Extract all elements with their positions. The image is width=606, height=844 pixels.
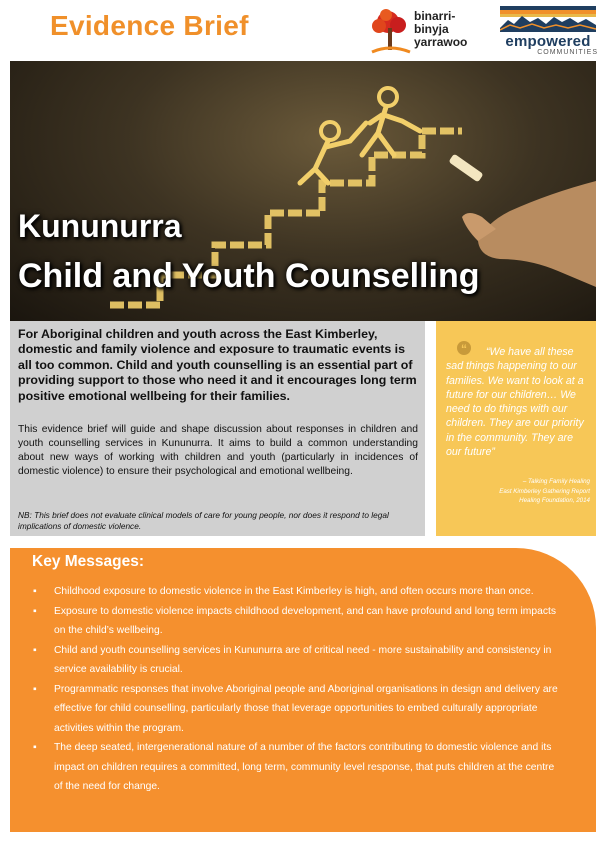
logo-line-1: binarri-: [414, 9, 456, 23]
list-item-text: The deep seated, intergenerational nature of a number of the factors contributing to domestic violence and its impact on children requires a committed, long term, community level response, that puts children at the centre of the need for change.: [54, 742, 555, 792]
landscape-icon: [500, 6, 596, 32]
list-item: [33, 641, 564, 680]
list-item-text: Programmatic responses that involve Aboriginal people and Aboriginal organisations in design and delivery are effective for child counselling, particularly those that leverage opportunities to embed culturally appropriate activities within the program.: [54, 683, 558, 734]
hero-banner: [10, 61, 596, 321]
cite-line-2: East Kimberley Gathering Report: [499, 487, 590, 495]
key-messages-heading: Key Messages:: [32, 553, 145, 570]
hero-title-line-1: Kununurra: [18, 208, 182, 244]
quote-icon: “: [457, 341, 471, 355]
hero-title-line-2: Child and Youth Counselling: [18, 257, 480, 295]
quote-text: “We have all these sad things happening to our families. We want to look at a future for our children… We need to do things with our children. They are our priority in the community. They are our future”: [446, 346, 584, 459]
intro-panel: [10, 321, 425, 536]
header: [0, 0, 606, 60]
brief-title: Evidence Brief: [50, 10, 249, 41]
intro-lead: For Aboriginal children and youth across the East Kimberley, domestic and family violence and exposure to traumatic events is all too common. Child and youth counselling is an essential part of providing support to those who need it and it encourages long term positive emotional wellbeing for their families.: [18, 327, 417, 403]
logo-line-3: yarrawoo: [414, 35, 468, 49]
bullet-icon: ▪: [33, 644, 37, 656]
cite-line-3: Healing Foundation, 2014: [519, 497, 590, 504]
bullet-icon: ▪: [33, 605, 37, 617]
key-messages-list: [10, 582, 564, 797]
logo-name: empowered: [505, 33, 591, 50]
tree-icon: [368, 8, 412, 56]
list-item: [33, 602, 564, 641]
bullet-icon: ▪: [33, 742, 37, 753]
list-item: [33, 680, 564, 739]
cite-line-1: – Talking Family Healing: [522, 478, 590, 485]
intro-note: NB: This brief does not evaluate clinical models of care for young people, nor does it respond to legal implications of domestic violence.: [18, 510, 389, 531]
empowered-communities-logo: [496, 6, 600, 58]
binarri-binyja-yarrawoo-logo: [368, 6, 478, 58]
bullet-icon: ▪: [33, 683, 37, 695]
list-item-text: Childhood exposure to domestic violence in the East Kimberley is high, and often occurs more than once.: [54, 586, 534, 597]
bullet-icon: ▪: [33, 586, 37, 597]
quote-citation: [436, 477, 590, 506]
list-item-text: Exposure to domestic violence impacts childhood development, and can have profound and long term impacts on the child’s wellbeing.: [54, 605, 556, 636]
list-item-text: Child and youth counselling services in Kununurra are of critical need - more sustainability and consistency in service availability is crucial.: [54, 644, 552, 675]
logo-line-2: binyja: [414, 22, 449, 36]
logo-sub: COMMUNITIES: [537, 49, 598, 56]
list-item: [33, 738, 564, 797]
intro-body: This evidence brief will guide and shape discussion about responses in children and youth counselling services in Kununurra. It aims to build a common understanding about new ways of working with children and youth (particularly in incidences of domestic violence) to ensure their psychological and emotional wellbeing.: [18, 424, 418, 477]
list-item: [33, 582, 564, 602]
key-messages-panel: [10, 548, 596, 832]
logo-text: [414, 10, 467, 49]
